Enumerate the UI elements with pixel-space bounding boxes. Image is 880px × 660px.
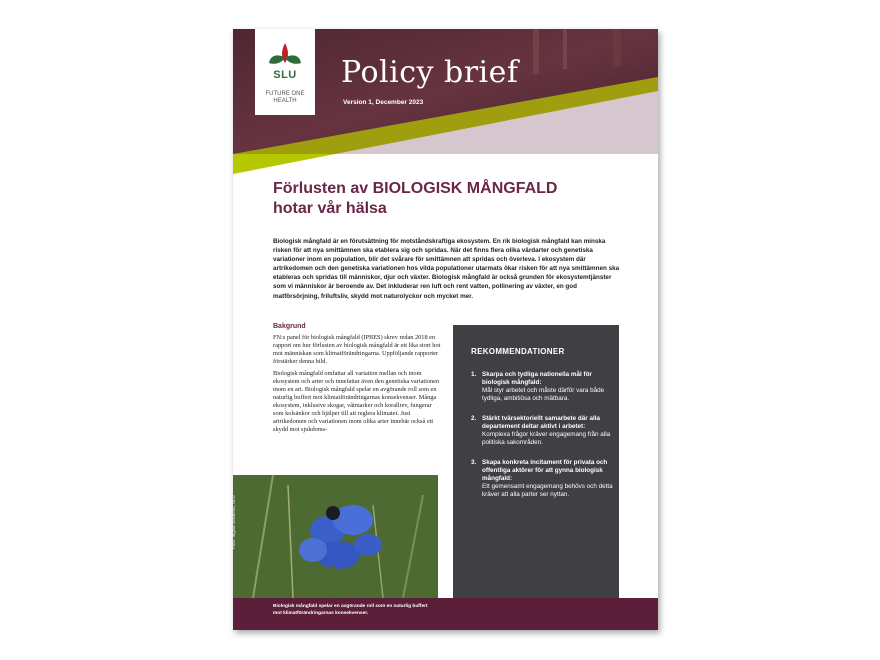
logo-text: SLU [273, 69, 297, 81]
photo-caption: Biologisk mångfald spelar en avgörande roll som en naturlig buffert mot klimatförändringarnas konsekvenser. [273, 604, 428, 616]
slu-logo [255, 29, 315, 115]
recommendation-item [471, 459, 613, 499]
background-paragraph-1: FN:s panel för biologisk mångfald (IPBES) skrev redan 2018 en rapport om hur förlusten av biologisk mångfald är ett lika stort hot mot människan som klimatförändringarna. Uppföljande rapporter förstärker denna bild. [273, 334, 441, 365]
background-paragraph-2: Biologisk mångfald omfattar all variation mellan och inom ekosystem och arter och innefattar även den genetiska variationen inom en art. Biologisk mångfald spelar en avgörande roll som en naturlig buffert mot klimatförändringarnas konsekvenser. Många ekosystem, inklusive skogar, våtmarker och korallrev, fungerar som kolsänkor och hjälper till att reglera klimatet. Just artrikedomen och variationen inom olika arter innebär också ett skydd mot sjukdoms- [273, 370, 440, 433]
page-title: Policy brief [341, 55, 519, 90]
headline [273, 179, 557, 219]
headline-part2: hotar vår hälsa [273, 200, 387, 217]
recommendations-title: REKOMMENDATIONER [471, 347, 565, 356]
header-banner [233, 29, 658, 174]
recommendation-body: Komplexa frågor kräver engagemang från alla politiska sakområden. [482, 431, 611, 446]
policy-brief-page [233, 29, 658, 630]
version-label: Version 1, December 2023 [343, 99, 424, 106]
recommendation-heading: Skapa konkreta incitament för privata och offentliga aktörer för att gynna biologisk mångfald: [482, 459, 608, 482]
intro-paragraph: Biologisk mångfald är en förutsättning för motståndskraftiga ekosystem. En rik biologisk mångfald kan minska risken för att nya smittämnen ska etablera sig och spridas. När det finns flera olika värdarter och genetiska variationer inom en population, blir det svårare för smittämnen att spridas och överleva. I ekosystem där artrikedomen och den genetiska variationen hos vilda populationer utarmats ökar risken för att nya smittämnen ska etableras och spridas till människor, djur och växter. Biologisk mångfald är också grunden för ekosystemtjänster som vi människor är beroende av. Det inkluderar ren luft och rent vatten, pollinering av växter, en god matförsörjning, friluftsliv, skydd mot naturolyckor och mycket mer. [273, 238, 620, 300]
recommendation-number: 1. [471, 371, 477, 378]
recommendation-number: 2. [471, 415, 477, 422]
headline-emphasis: BIOLOGISK MÅNGFALD [372, 180, 558, 197]
background-heading: Bakgrund [273, 323, 306, 330]
recommendation-body: Ett gemensamt engagemang behövs och detta kräver att alla parter ser nyttan. [482, 483, 613, 498]
background-text [273, 334, 443, 438]
recommendation-item [471, 371, 613, 403]
recommendation-heading: Stärkt tvärsektoriellt samarbete där alla departement deltar aktivt i arbetet: [482, 415, 600, 430]
logo-subtitle: FUTURE ONE HEALTH [265, 91, 305, 104]
recommendation-heading: Skarpa och tydliga nationella mål för biologisk mångfald: [482, 371, 592, 386]
flower-illustration [233, 475, 438, 598]
recommendation-number: 3. [471, 459, 477, 466]
flower-photo [233, 475, 438, 598]
footer-bar [233, 598, 658, 630]
recommendation-item [471, 415, 613, 447]
recommendations-list [471, 371, 613, 511]
headline-part1: Förlusten av [273, 180, 373, 197]
slu-leaf-icon [255, 33, 315, 73]
photo-credit: Foto: Ingvar Backéus, SLU [231, 495, 236, 549]
recommendations-box [453, 325, 619, 598]
recommendation-body: Mål styr arbetet och måste därför vara både tydliga, ambitiösa och mätbara. [482, 387, 605, 402]
